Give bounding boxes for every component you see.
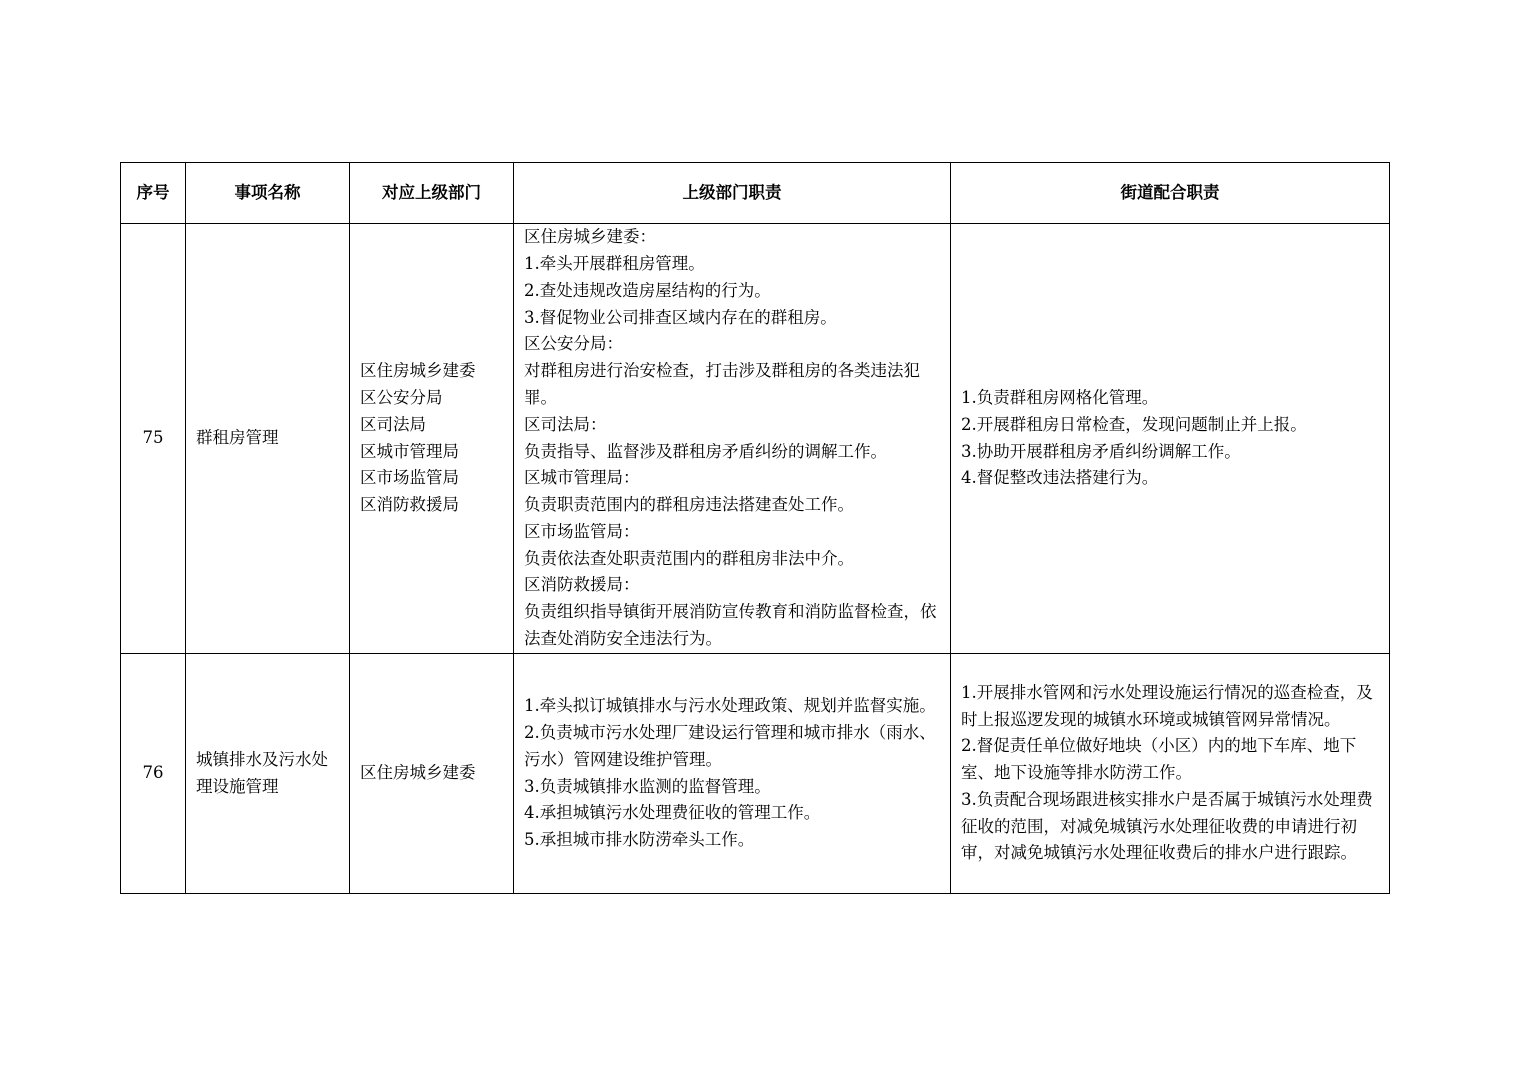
item-number: 76 <box>142 763 164 783</box>
street-duty-line: 1.开展排水管网和污水处理设施运行情况的巡查检查，及时上报巡逻发现的城镇水环境或城镇管网异常情况。 <box>961 682 1373 729</box>
street-duty-line: 2.开展群租房日常检查，发现问题制止并上报。 <box>961 414 1307 434</box>
superior-duty-line: 区市场监管局： <box>524 521 640 541</box>
department-line: 区消防救援局 <box>360 495 459 515</box>
header-no: 序号 <box>121 163 186 224</box>
superior-duty-line: 1.牵头拟订城镇排水与污水处理政策、规划并监督实施。 <box>524 696 936 716</box>
item-name-line: 群租房管理 <box>196 428 279 448</box>
street-duties-cell <box>951 654 1390 894</box>
superior-duty-line: 3.督促物业公司排查区域内存在的群租房。 <box>524 307 837 327</box>
item-name-cell <box>186 654 350 894</box>
department-cell <box>350 224 514 654</box>
street-duty-line: 3.负责配合现场跟进核实排水户是否属于城镇污水处理费征收的范围，对减免城镇污水处理征收费的申请进行初审，对减免城镇污水处理征收费后的排水户进行跟踪。 <box>961 789 1373 863</box>
superior-duty-line: 负责指导、监督涉及群租房矛盾纠纷的调解工作。 <box>524 441 887 461</box>
street-duty-line: 4.督促整改违法搭建行为。 <box>961 468 1159 488</box>
header-street-duties: 街道配合职责 <box>951 163 1390 224</box>
superior-duty-line: 负责依法查处职责范围内的群租房非法中介。 <box>524 548 854 568</box>
superior-duty-line: 区城市管理局： <box>524 468 640 488</box>
item-name-cell <box>186 224 350 654</box>
header-name: 事项名称 <box>186 163 350 224</box>
item-number-cell <box>121 224 186 654</box>
superior-duty-line: 2.查处违规改造房屋结构的行为。 <box>524 280 771 300</box>
superior-duties-cell <box>514 654 951 894</box>
superior-duty-line: 区消防救援局： <box>524 575 640 595</box>
superior-duty-line: 区住房城乡建委： <box>524 227 656 247</box>
street-duty-line: 1.负责群租房网格化管理。 <box>961 387 1159 407</box>
superior-duties-cell <box>514 224 951 654</box>
department-line: 区住房城乡建委 <box>360 361 476 381</box>
superior-duty-line: 对群租房进行治安检查，打击涉及群租房的各类违法犯罪。 <box>524 361 920 407</box>
table-body <box>121 224 1390 894</box>
department-line: 区住房城乡建委 <box>360 763 476 783</box>
header-superior-duties: 上级部门职责 <box>514 163 951 224</box>
department-line: 区公安分局 <box>360 387 443 407</box>
street-duties-cell <box>951 224 1390 654</box>
superior-duty-line: 5.承担城市排水防涝牵头工作。 <box>524 830 755 850</box>
header-row <box>121 163 1390 224</box>
superior-duty-line: 负责职责范围内的群租房违法搭建查处工作。 <box>524 495 854 515</box>
table-row <box>121 654 1390 894</box>
duty-table <box>120 162 1390 894</box>
superior-duty-line: 2.负责城市污水处理厂建设运行管理和城市排水（雨水、污水）管网建设维护管理。 <box>524 722 936 769</box>
superior-duty-line: 3.负责城镇排水监测的监督管理。 <box>524 776 771 796</box>
item-number: 75 <box>142 428 164 448</box>
department-line: 区市场监管局 <box>360 468 459 488</box>
table-row <box>121 224 1390 654</box>
item-name-line: 城镇排水及污水处理设施管理 <box>196 749 328 796</box>
superior-duty-line: 负责组织指导镇街开展消防宣传教育和消防监督检查，依法查处消防安全违法行为。 <box>524 602 937 649</box>
department-cell <box>350 654 514 894</box>
header-dept: 对应上级部门 <box>350 163 514 224</box>
superior-duty-line: 区公安分局： <box>524 334 623 354</box>
superior-duty-line: 4.承担城镇污水处理费征收的管理工作。 <box>524 803 821 823</box>
superior-duty-line: 区司法局： <box>524 414 607 434</box>
superior-duty-line: 1.牵头开展群租房管理。 <box>524 253 705 273</box>
department-line: 区司法局 <box>360 414 426 434</box>
department-line: 区城市管理局 <box>360 441 459 461</box>
street-duty-line: 2.督促责任单位做好地块（小区）内的地下车库、地下室、地下设施等排水防涝工作。 <box>961 736 1357 783</box>
street-duty-line: 3.协助开展群租房矛盾纠纷调解工作。 <box>961 441 1241 461</box>
item-number-cell <box>121 654 186 894</box>
